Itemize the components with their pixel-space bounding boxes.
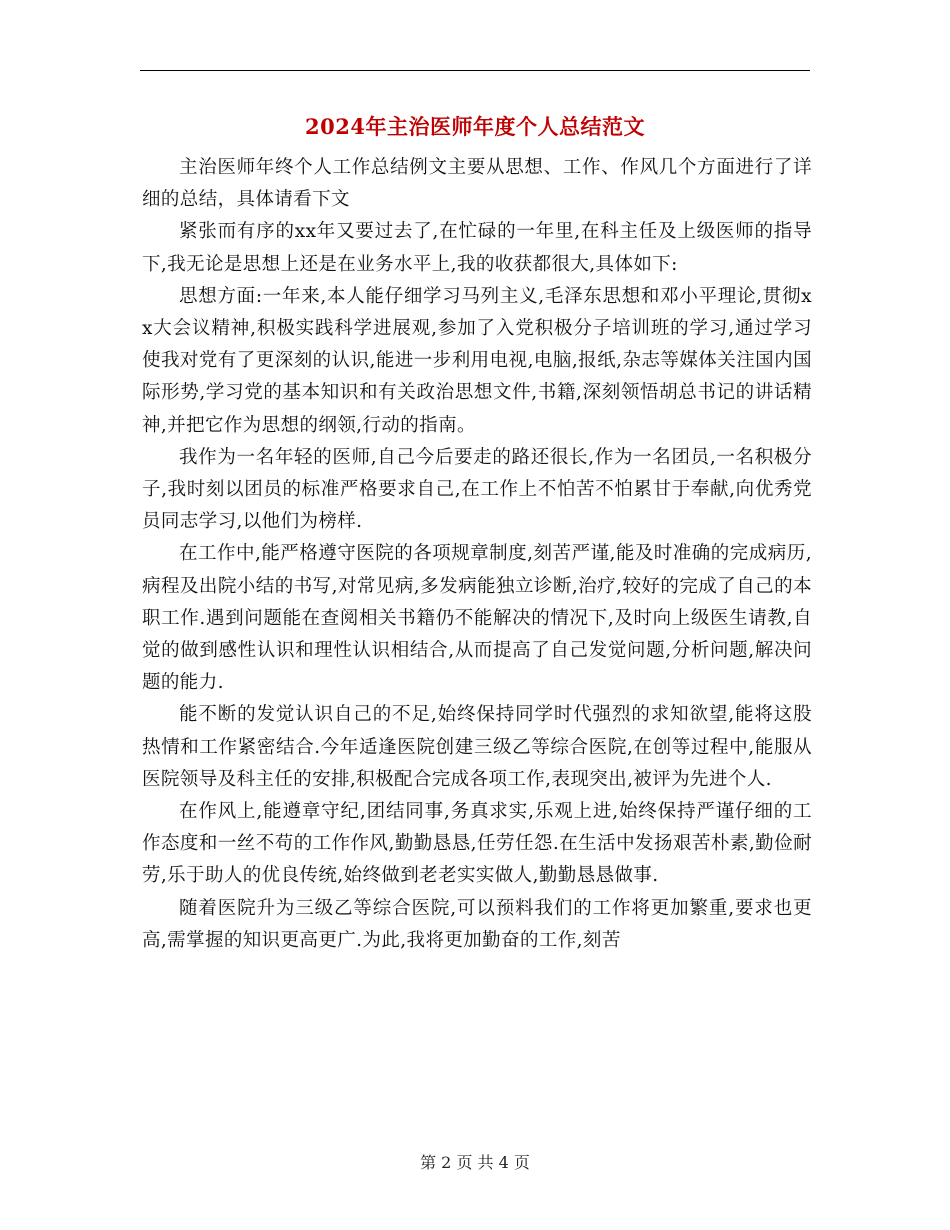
paragraph-work: 在工作中,能严格遵守医院的各项规章制度,刻苦严谨,能及时准确的完成病历,病程及出院小结的书写,对常见病,多发病能独立诊断,治疗,较好的完成了自己的本职工作.遇到问题能在查阅相关书籍仍不能解决的情况下,及时向上级医生请教,自觉的做到感性认识和理性认识相结合,从而提高了自己发觉问题,分析问题,解决问题的能力. xyxy=(142,543,812,694)
page-footer xyxy=(0,1152,950,1174)
paragraph-youth: 我作为一名年轻的医师,自己今后要走的路还很长,作为一名团员,一名积极分子,我时刻以团员的标准严格要求自己,在工作上不怕苦不怕累甘于奉献,向优秀党员同志学习,以他们为榜样. xyxy=(142,446,812,533)
paragraph-learning: 能不断的发觉认识自己的不足,始终保持同学时代强烈的求知欲望,能将这股热情和工作紧密结合.今年适逢医院创建三级乙等综合医院,在创等过程中,能服从医院领导及科主任的安排,积极配合完成各项工作,表现突出,被评为先进个人. xyxy=(142,704,812,790)
document-title: 2024年主治医师年度个人总结范文 xyxy=(305,114,645,139)
paragraph-intro: 主治医师年终个人工作总结例文主要从思想、工作、作风几个方面进行了详细的总结，具体请看下文 xyxy=(142,157,812,211)
page-number: 第 2 页 共 4 页 xyxy=(420,1153,530,1172)
paragraph-opening: 紧张而有序的xx年又要过去了,在忙碌的一年里,在科主任及上级医师的指导下,我无论是思想上还是在业务水平上,我的收获都很大,具体如下: xyxy=(142,221,812,275)
paragraph-thought: 思想方面:一年来,本人能仔细学习马列主义,毛泽东思想和邓小平理论,贯彻xx大会议精神,积极实践科学进展观,参加了入党积极分子培训班的学习,通过学习使我对党有了更深刻的认识,能进一步利用电视,电脑,报纸,杂志等媒体关注国内国际形势,学习党的基本知识和有关政治思想文件,书籍,深刻领悟胡总书记的讲话精神,并把它作为思想的纲领,行动的指南。 xyxy=(142,285,812,436)
document-body xyxy=(142,152,812,957)
header-rule xyxy=(140,70,810,71)
paragraph-future: 随着医院升为三级乙等综合医院,可以预料我们的工作将更加繁重,要求也更高,需掌握的知识更高更广.为此,我将更加勤奋的工作,刻苦 xyxy=(142,897,812,951)
paragraph-style: 在作风上,能遵章守纪,团结同事,务真求实,乐观上进,始终保持严谨仔细的工作态度和一丝不苟的工作作风,勤勤恳恳,任劳任怨.在生活中发扬艰苦朴素,勤俭耐劳,乐于助人的优良传统,始终做到老老实实做人,勤勤恳恳做事. xyxy=(142,801,812,887)
